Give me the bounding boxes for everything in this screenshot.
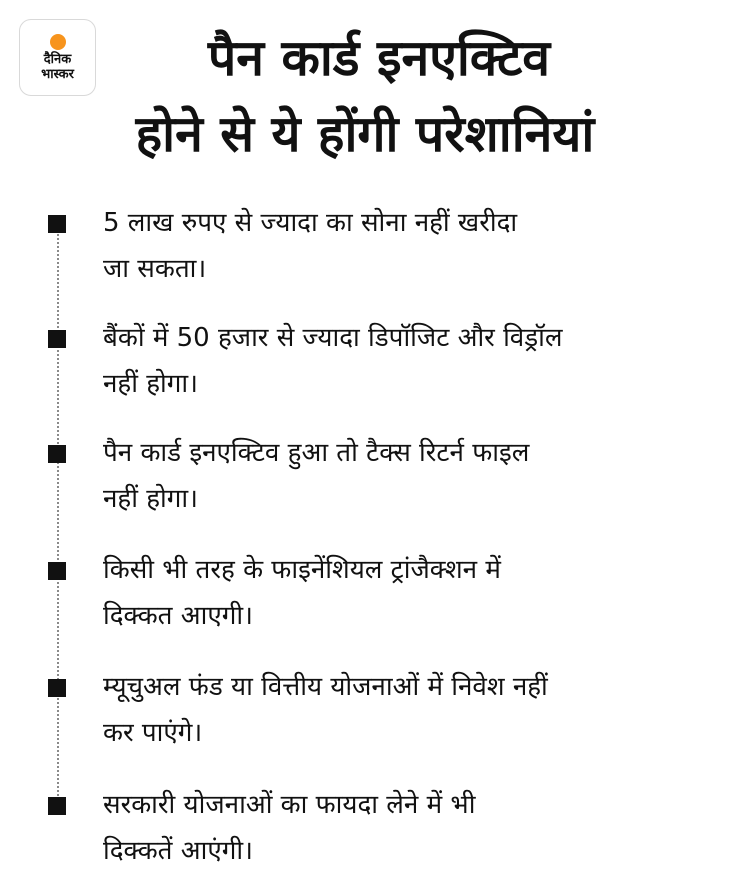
square-bullet-icon: [48, 330, 66, 348]
list-item-line1: किसी भी तरह के फाइनेंशियल ट्रांजैक्शन में: [103, 555, 501, 585]
list-item-line1: पैन कार्ड इनएक्टिव हुआ तो टैक्स रिटर्न फाइल: [103, 438, 530, 468]
headline-line1: पैन कार्ड इनएक्टिव: [207, 29, 551, 87]
list-item: [0, 547, 730, 631]
square-bullet-icon: [48, 679, 66, 697]
list-item-line1: 5 लाख रुपए से ज्यादा का सोना नहीं खरीदा: [103, 208, 518, 238]
list-item-line2: दिक्कत आएगी।: [103, 601, 253, 631]
logo-text-line2: भास्कर: [41, 66, 74, 82]
list-item-line1: म्यूचुअल फंड या वित्तीय योजनाओं में निवेश नहीं: [103, 672, 548, 702]
square-bullet-icon: [48, 215, 66, 233]
list-item-line2: नहीं होगा।: [103, 484, 199, 514]
list-item: [0, 782, 730, 866]
list-item-line1: बैंकों में 50 हजार से ज्यादा डिपॉजिट और विड्रॉल: [103, 323, 563, 353]
list-item: [0, 200, 730, 284]
list-item-line2: दिक्कतें आएंगी।: [103, 836, 253, 866]
list-item-line2: नहीं होगा।: [103, 369, 199, 399]
list-item-line1: सरकारी योजनाओं का फायदा लेने में भी: [103, 790, 476, 820]
list-item-text: [103, 315, 703, 407]
list-item-text: [103, 547, 703, 639]
list-item-line2: जा सकता।: [103, 254, 207, 284]
list-item-line2: कर पाएंगे।: [103, 718, 203, 748]
headline-line2: होने से ये होंगी परेशानियां: [135, 105, 595, 163]
list-item: [0, 430, 730, 514]
list-item-text: [103, 664, 703, 756]
list-item-text: [103, 200, 703, 292]
square-bullet-icon: [48, 797, 66, 815]
logo-text-line1: दैनिक: [43, 51, 72, 67]
list-item: [0, 315, 730, 399]
square-bullet-icon: [48, 562, 66, 580]
square-bullet-icon: [48, 445, 66, 463]
list-item-text: [103, 782, 703, 874]
list-item-text: [103, 430, 703, 522]
list-item: [0, 664, 730, 748]
